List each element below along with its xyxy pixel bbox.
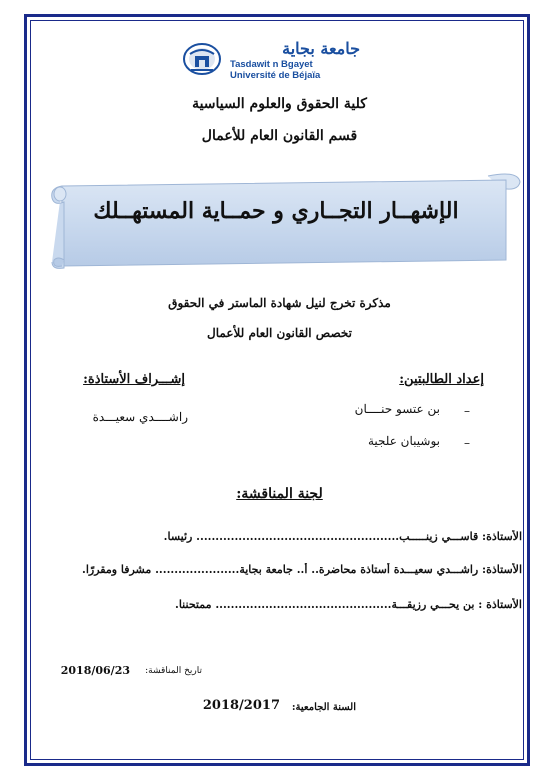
university-arabic-name: جامعة بجاية bbox=[282, 39, 360, 58]
academic-year-value: 2018/2017 bbox=[202, 698, 280, 713]
supervisor-heading: إشـــراف الأستاذة: bbox=[83, 372, 185, 387]
memo-description: مذكرة تخرج لنيل شهادة الماستر في الحقوق bbox=[168, 296, 391, 310]
student-name-2: بوشيبان علجية bbox=[367, 434, 440, 448]
university-emblem-icon bbox=[182, 42, 222, 76]
faculty-name: كلية الحقوق والعلوم السياسية bbox=[192, 96, 367, 112]
student-name-1: بن عتسو حنــــان bbox=[354, 402, 440, 416]
supervisor-name: راشــــدي سعيـــدة bbox=[92, 410, 188, 424]
student-bullet-1: – bbox=[464, 404, 470, 418]
defense-date-value: 2018/06/23 bbox=[60, 664, 130, 677]
student-bullet-2: – bbox=[464, 436, 470, 450]
university-french-name: Université de Béjaïa bbox=[230, 70, 321, 81]
specialization: تخصص القانون العام للأعمال bbox=[207, 326, 352, 340]
university-berber-name: Tasdawit n Bgayet bbox=[230, 59, 313, 70]
department-name: قسم القانون العام للأعمال bbox=[201, 128, 358, 144]
defense-date-label: تاريخ المناقشة: bbox=[145, 666, 202, 676]
university-logo bbox=[182, 40, 362, 82]
committee-member-1: الأستاذة: قاســـي زينـــــب..................................................... رئيسا. bbox=[163, 530, 522, 543]
committee-member-3: الأستاذة : بن يحـــي رزيقـــة.............................................. ممتحننا. bbox=[175, 598, 522, 611]
committee-member-2: الأستاذة: راشـــدي سعيـــدة أستاذة محاضرة.. أ.. جامعة بجاية...................... مشرفا ومقررًا. bbox=[82, 563, 522, 576]
thesis-title: الإشهــار التجــاري و حمــاية المستهــلك bbox=[93, 198, 459, 224]
students-heading: إعداد الطالبتين: bbox=[399, 372, 484, 387]
committee-heading: لجنة المناقشة: bbox=[236, 486, 323, 502]
academic-year-label: السنة الجامعية: bbox=[291, 702, 356, 713]
